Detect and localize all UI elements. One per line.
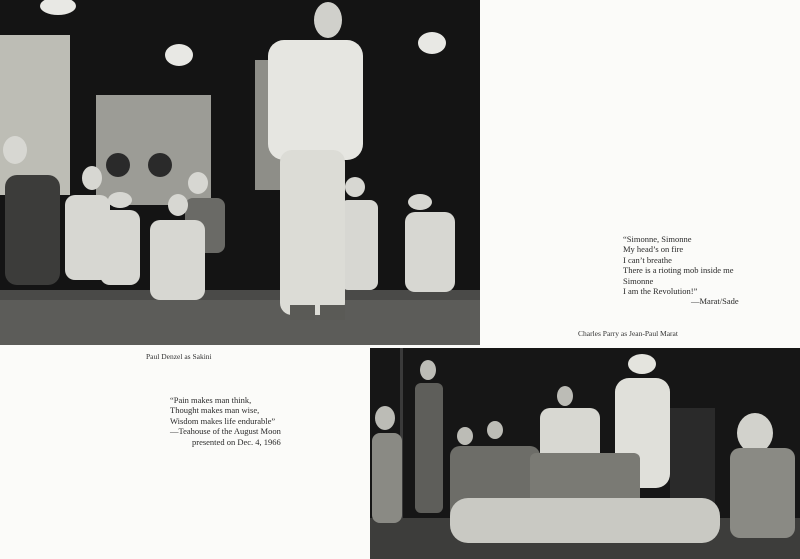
- quote-line: Wisdom makes life endurable”: [170, 415, 276, 426]
- teahouse-quote: [170, 395, 281, 447]
- quote-attribution: —Teahouse of the August Moon: [170, 426, 281, 437]
- photo-caption-sakini: Paul Denzel as Sakini: [146, 352, 212, 361]
- marat-sade-quote: [623, 234, 739, 307]
- quote-line: Thought makes man wise,: [170, 405, 260, 416]
- performance-date: presented on Dec. 4, 1966: [192, 436, 281, 447]
- quote-attribution: —Marat/Sade: [691, 296, 739, 307]
- stage-photo-teahouse-graphic: [0, 0, 480, 345]
- quote-line: Simonne: [623, 275, 654, 286]
- quote-line: “Pain makes man think,: [170, 395, 252, 405]
- quote-line: My head’s on fire: [623, 244, 684, 255]
- quote-line: I can’t breathe: [623, 254, 672, 265]
- stage-photo-marat-sade: [370, 348, 800, 559]
- quote-line: “Simonne, Simonne: [623, 234, 692, 244]
- quote-line: There is a rioting mob inside me: [623, 265, 734, 276]
- stage-photo-teahouse: [0, 0, 480, 345]
- stage-photo-marat-sade-graphic: [370, 348, 800, 559]
- photo-caption-marat: Charles Parry as Jean-Paul Marat: [578, 329, 678, 338]
- quote-line: I am the Revolution!”: [623, 286, 698, 297]
